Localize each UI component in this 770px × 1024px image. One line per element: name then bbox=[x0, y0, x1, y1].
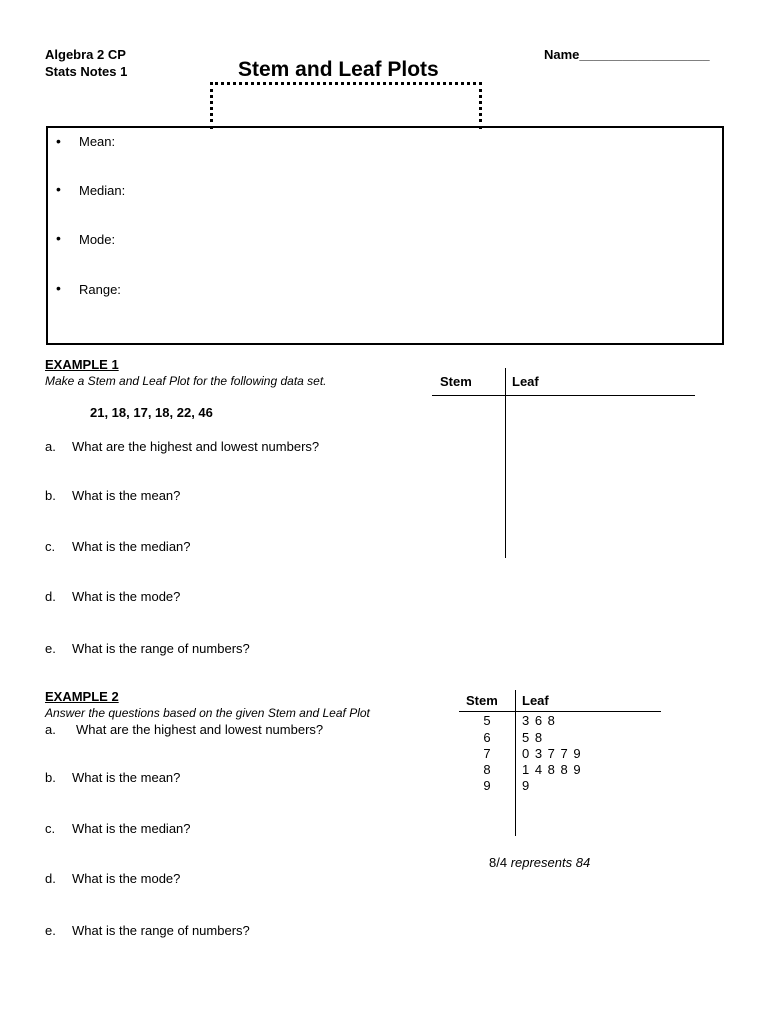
example-1-question-c: What is the median? bbox=[72, 539, 191, 554]
example-2-table-divider bbox=[515, 690, 516, 836]
example-1-question-d: What is the mode? bbox=[72, 589, 181, 604]
bullet-icon: • bbox=[56, 230, 61, 246]
stem-value: 7 bbox=[483, 746, 491, 761]
leaf-values: 0 3 7 7 9 bbox=[522, 746, 582, 761]
name-field-label: Name__________________ bbox=[544, 47, 710, 62]
definition-mode: Mode: bbox=[79, 232, 116, 247]
example-1-question-letter: b. bbox=[45, 488, 56, 503]
bullet-icon: • bbox=[56, 280, 61, 296]
example-1-heading: EXAMPLE 1 bbox=[45, 357, 119, 372]
example-2-question-letter: b. bbox=[45, 770, 56, 785]
example-1-question-e: What is the range of numbers? bbox=[72, 641, 250, 656]
bullet-icon: • bbox=[56, 181, 61, 197]
example-2-question-b: What is the mean? bbox=[72, 770, 181, 785]
example-2-question-e: What is the range of numbers? bbox=[72, 923, 250, 938]
example-2-question-letter: a. bbox=[45, 722, 56, 737]
example-2-question-a: What are the highest and lowest numbers? bbox=[76, 722, 324, 737]
bullet-icon: • bbox=[56, 133, 61, 149]
page-title: Stem and Leaf Plots bbox=[238, 58, 439, 81]
example-2-leaf-header: Leaf bbox=[522, 693, 549, 708]
example-2-heading: EXAMPLE 2 bbox=[45, 689, 119, 704]
definition-mean: Mean: bbox=[79, 134, 116, 149]
example-1-question-letter: c. bbox=[45, 539, 56, 554]
stem-value: 9 bbox=[483, 778, 491, 793]
example-1-question-a: What are the highest and lowest numbers? bbox=[72, 439, 320, 454]
example-2-question-letter: d. bbox=[45, 871, 56, 886]
example-2-question-letter: e. bbox=[45, 923, 56, 938]
stem-value: 8 bbox=[483, 762, 491, 777]
example-1-question-letter: a. bbox=[45, 439, 56, 454]
plot-key bbox=[489, 855, 590, 870]
example-1-leaf-header: Leaf bbox=[512, 374, 539, 389]
leaf-values: 9 bbox=[522, 778, 531, 793]
example-2-question-d: What is the mode? bbox=[72, 871, 181, 886]
definition-median: Median: bbox=[79, 183, 126, 198]
leaf-values: 1 4 8 8 9 bbox=[522, 762, 582, 777]
example-2-instruction: Answer the questions based on the given Stem and Leaf Plot bbox=[45, 706, 370, 720]
example-1-question-letter: d. bbox=[45, 589, 56, 604]
example-1-instruction: Make a Stem and Leaf Plot for the following data set. bbox=[45, 374, 327, 388]
stem-value: 6 bbox=[483, 730, 491, 745]
example-2-question-c: What is the median? bbox=[72, 821, 191, 836]
stem-value: 5 bbox=[483, 713, 491, 728]
example-2-question-letter: c. bbox=[45, 821, 56, 836]
plot-key-value: 8/4 bbox=[489, 855, 508, 870]
leaf-values: 3 6 8 bbox=[522, 713, 556, 728]
example-1-question-b: What is the mean? bbox=[72, 488, 181, 503]
course-title: Algebra 2 CP bbox=[45, 47, 126, 62]
example-1-stem-header: Stem bbox=[440, 374, 472, 389]
notes-title: Stats Notes 1 bbox=[45, 64, 128, 79]
leaf-values: 5 8 bbox=[522, 730, 544, 745]
example-1-question-letter: e. bbox=[45, 641, 56, 656]
definition-range: Range: bbox=[79, 282, 121, 297]
example-1-table-divider bbox=[505, 368, 506, 558]
plot-key-text: represents 84 bbox=[507, 855, 591, 870]
title-dotted-frame bbox=[210, 82, 482, 129]
definitions-box bbox=[46, 126, 724, 345]
example-2-stem-header: Stem bbox=[466, 693, 498, 708]
example-2-table-rule bbox=[459, 711, 661, 712]
example-1-dataset: 21, 18, 17, 18, 22, 46 bbox=[90, 405, 213, 420]
example-1-table-rule bbox=[432, 395, 695, 396]
